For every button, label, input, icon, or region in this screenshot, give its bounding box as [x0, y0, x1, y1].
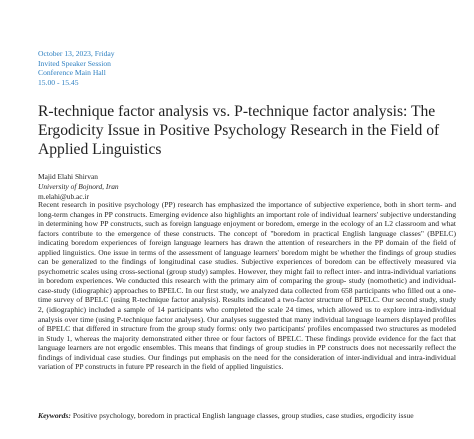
- keywords-label: Keywords:: [38, 411, 71, 420]
- session-type: Invited Speaker Session: [38, 58, 111, 68]
- author-block: [38, 172, 119, 201]
- session-location: Conference Main Hall: [38, 68, 106, 78]
- author-name: Majid Elahi Shirvan: [38, 172, 98, 181]
- keywords-text: Positive psychology, boredom in practical English language classes, group studies, case studies, ergodicity issue: [72, 411, 414, 420]
- abstract-text: Recent research in positive psychology (PP) research has emphasized the importance of subjective experience, both in short term- and long-term changes in PP constructs. Emerging evidence also highlights an important role of individual learners' subjective understanding in determining how PP constructs, such as foreign language enjoyment or boredom, emerge in the ecology of an L2 classroom and what factors contribute to the emergence of these constructs. The concept of "boredom in practical English language classes" (BPELC) indicating boredom experiences of foreign language learners has drawn the attention of researchers in the PP domain of the field of applied linguistics. One issue in terms of the assessment of language learners' boredom might be whether the findings of group studies can be generalized to the findings of longitudinal case studies. Subjective experiences of boredom can be effectively measured via psychometric scales using cross-sectional (group study) samples. However, they might fail to reflect inter- and intra-individual variations in boredom experiences. We conducted this research with the primary aim of comparing the group- study (nomothetic) and individual-case-study (idiographic) approaches to BPELC. In our first study, we analyzed data collected from 658 participants who filled out a one-time survey of BPELC (using R-technique factor analysis). Results indicated a two-factor structure of BPELC. Our second study, study 2, (idiographic) included a sample of 14 participants who completed the scale 24 times, which allowed us to explore intra-individual analysis over time (using P-technique factor analyses). Our analyses suggested that many individual language learners displayed profiles of BPELC that differed in structure from the group study forms: only two participants' profiles encompassed two structures as modeled in Study 1, whereas the majority demonstrated either three or four factors of BPELC. These findings provide evidence for the fact that language learners are not ergodic ensembles. This means that findings of group studies in PP constructs does not necessarily reflect the findings of individual case studies. Our findings put emphasis on the need for the consideration of inter-individual and intra-individual variation of PP constructs in future PP research in the field of applied linguistics.: [38, 200, 456, 372]
- author-affiliation: University of Bojnord, Iran: [38, 181, 119, 191]
- paper-title: R-technique factor analysis vs. P-technique factor analysis: The Ergodicity Issue in Positive Psychology Research in the Field of Applied Linguistics: [38, 103, 440, 159]
- session-info: [38, 49, 115, 87]
- author-email: m.elahi@ub.ac.ir: [38, 191, 89, 201]
- session-date: October 13, 2023, Friday: [38, 49, 115, 58]
- keywords: [38, 411, 456, 421]
- session-time: 15.00 - 15.45: [38, 77, 79, 87]
